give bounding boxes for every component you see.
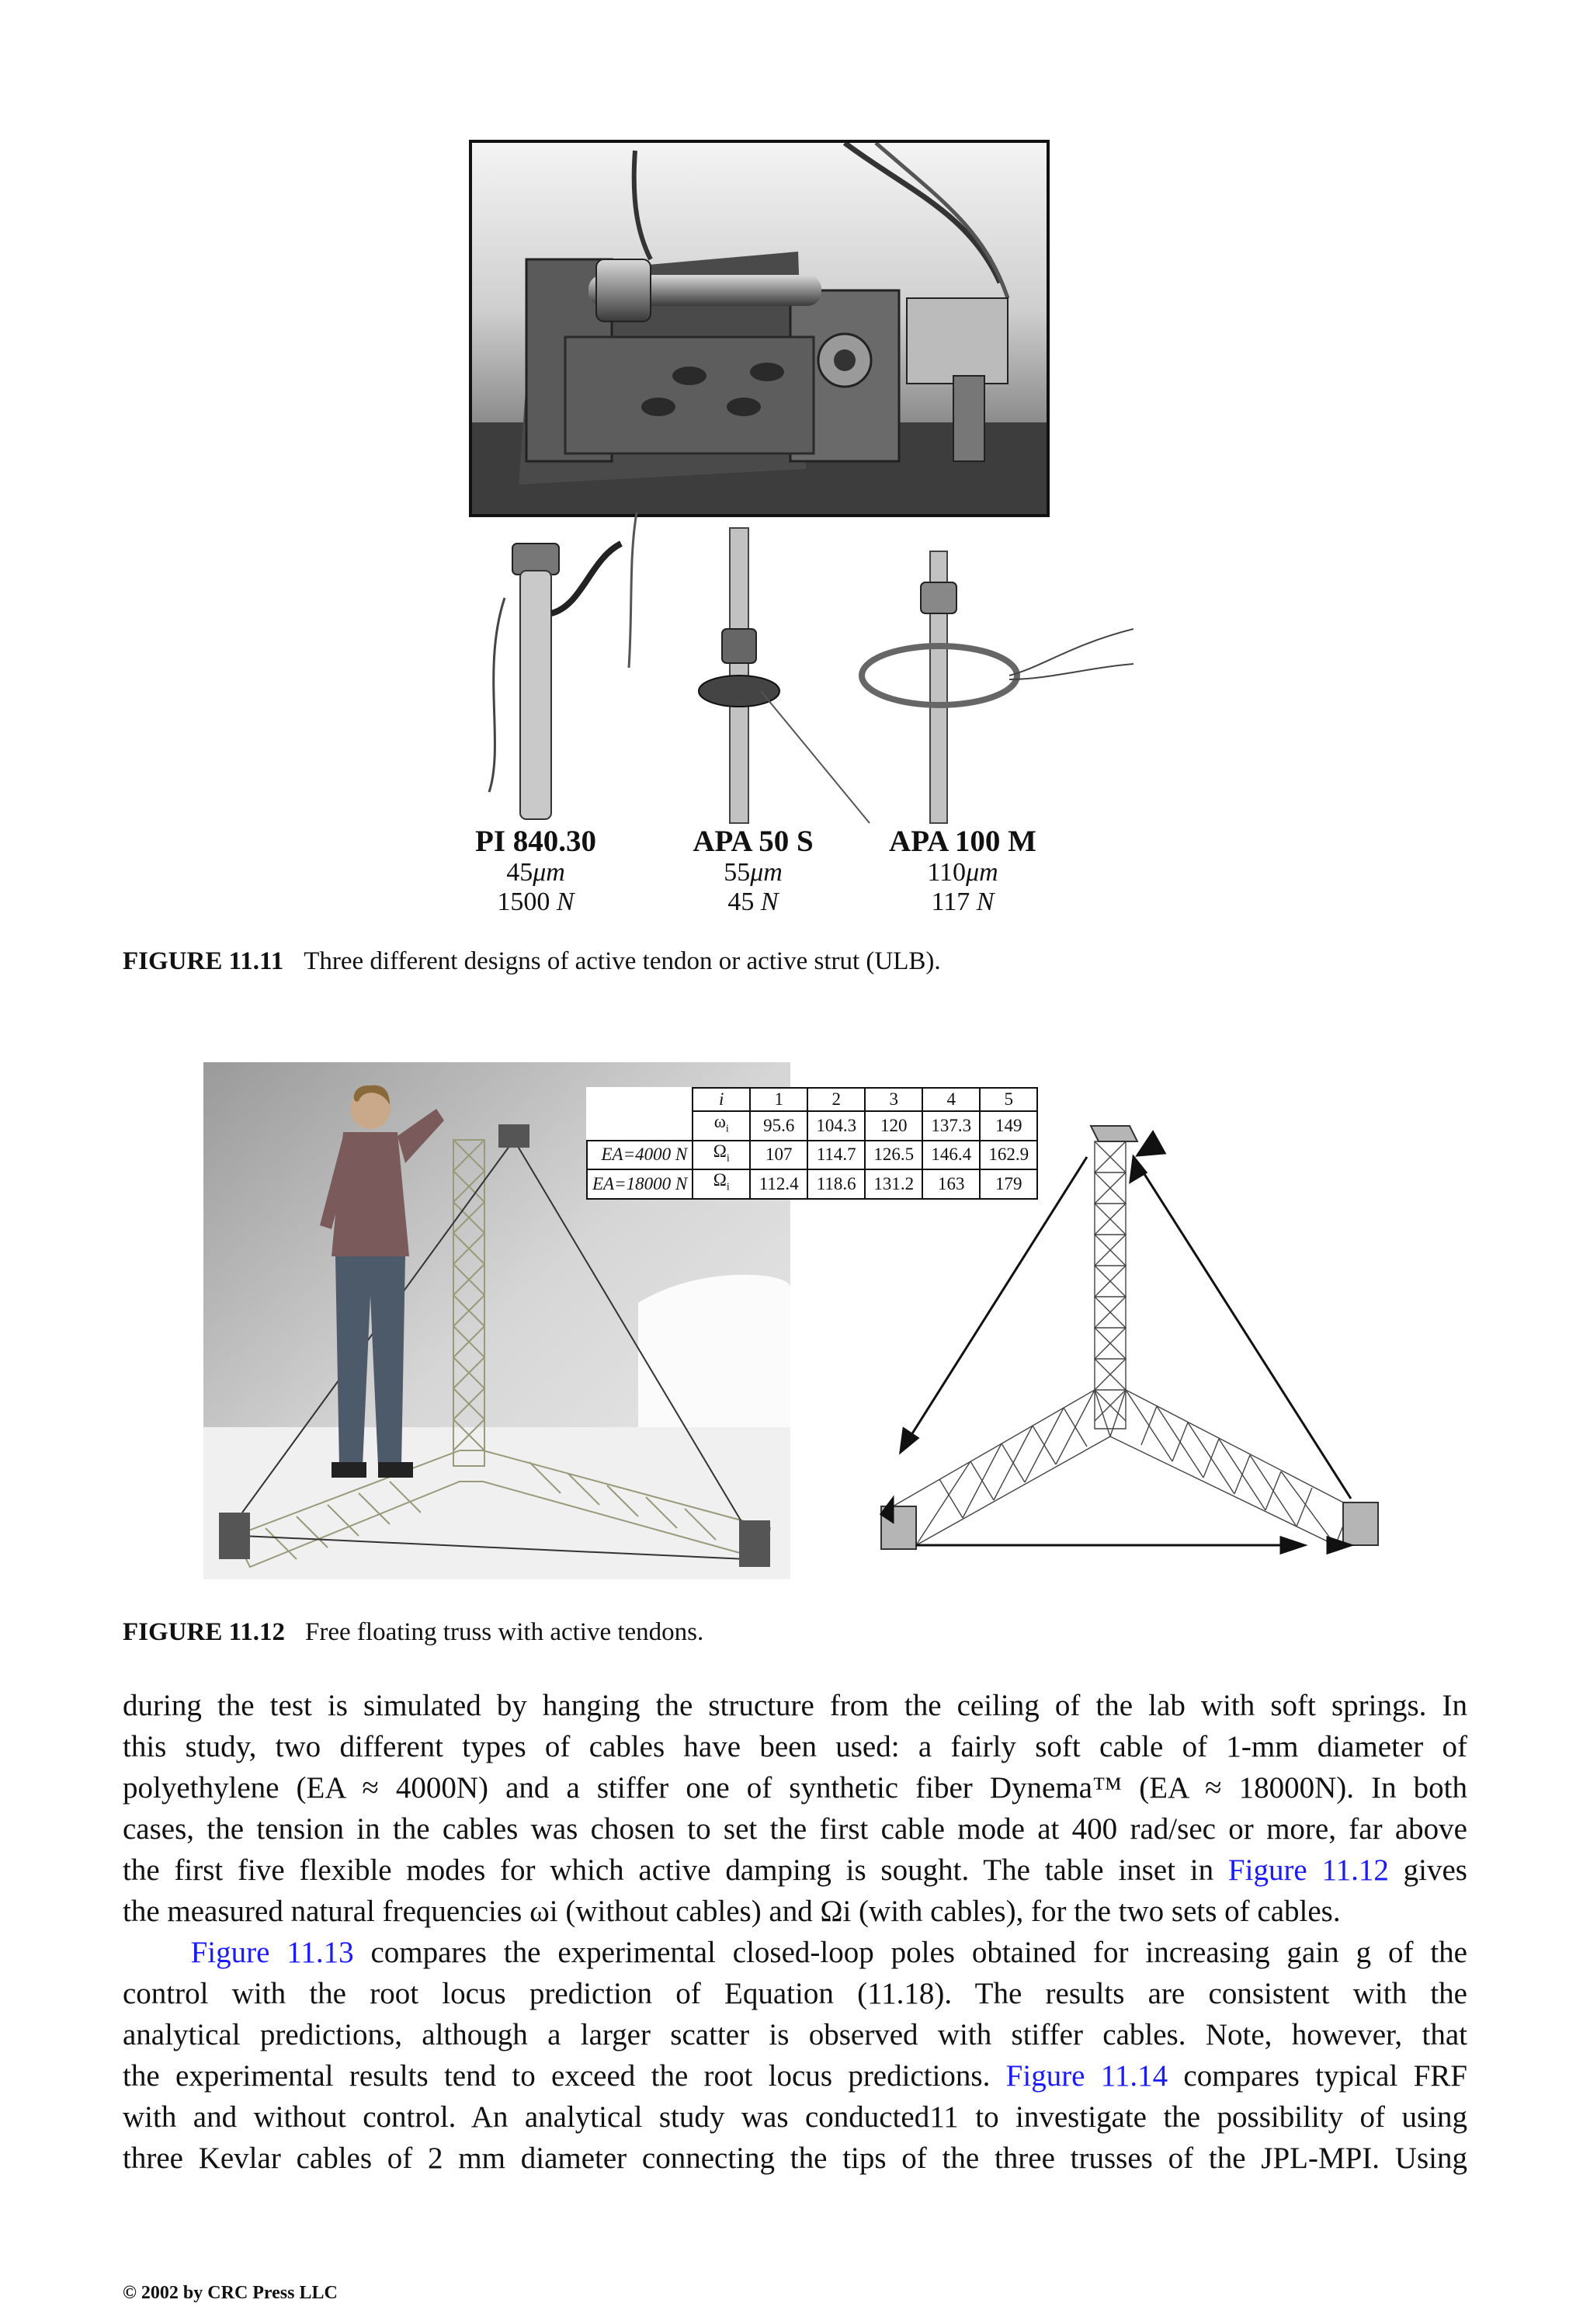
- table-cell: 162.9: [980, 1141, 1037, 1170]
- body-line: Figure 11.13 compares the experimental closed-loop poles obtained for increasing gain g of the: [190, 1936, 1467, 1969]
- table-cell: 107: [750, 1141, 807, 1170]
- table-header-cell: 5: [980, 1088, 1037, 1111]
- table-cell: 114.7: [807, 1141, 865, 1170]
- figure-11-13-link[interactable]: Figure 11.13: [190, 1936, 354, 1969]
- table-cell: 126.5: [865, 1141, 922, 1170]
- body-line: three Kevlar cables of 2 mm diameter connecting the tips of the three trusses of the JPL-MPI. Using: [123, 2142, 1467, 2175]
- table-header-cell: 3: [865, 1088, 922, 1111]
- body-text: [123, 1685, 1467, 2179]
- actuator-force: 45 N: [727, 888, 779, 916]
- table-row-label: [587, 1111, 693, 1141]
- body-line: cases, the tension in the cables was chosen to set the first cable mode at 400 rad/sec or more, far above: [123, 1812, 1467, 1846]
- actuator-label-apa-100-m: [846, 825, 1079, 917]
- body-line: this study, two different types of cables have been used: a fairly soft cable of 1-mm diameter of: [123, 1730, 1467, 1763]
- actuator-samples-photo: [435, 512, 1133, 846]
- table-header-i: i: [693, 1088, 750, 1111]
- caption-text: Three different designs of active tendon or active strut (ULB).: [304, 947, 941, 975]
- table-corner: [587, 1088, 693, 1111]
- body-line: polyethylene (EA ≈ 4000N) and a stiffer one of synthetic fiber Dynema™ (EA ≈ 18000N). In both: [123, 1771, 1467, 1805]
- table-row-label: EA=18000 N: [587, 1169, 693, 1199]
- table-cell: 163: [922, 1169, 980, 1199]
- actuator-test-rig-photo: [469, 140, 1050, 517]
- body-line: analytical predictions, although a larger scatter is observed with stiffer cables. Note, however, that: [123, 2018, 1467, 2051]
- table-header-row: [587, 1088, 1037, 1111]
- table-header-cell: 1: [750, 1088, 807, 1111]
- body-line: the measured natural frequencies ωi (without cables) and Ωi (with cables), for the two sets of cables.: [123, 1895, 1341, 1928]
- table-header-cell: 2: [807, 1088, 865, 1111]
- figure-11-14-link[interactable]: Figure 11.14: [1005, 2059, 1168, 2093]
- actuator-label-pi-840-30: [419, 825, 652, 917]
- table-row-label: EA=4000 N: [587, 1141, 693, 1170]
- caption-text: Free floating truss with active tendons.: [305, 1618, 704, 1646]
- actuator-stroke: 45μm: [506, 858, 565, 887]
- body-line: the first five flexible modes for which active damping is sought. The table inset in Figure 11.12 gives: [123, 1853, 1467, 1887]
- actuator-label-apa-50-s: [637, 825, 870, 917]
- body-line: during the test is simulated by hanging the structure from the ceiling of the lab with soft springs. In: [123, 1689, 1467, 1722]
- actuator-name: PI 840.30: [475, 825, 596, 858]
- table-symbol-cell: $\omega_i$: [693, 1111, 750, 1141]
- caption-label: FIGURE 11.12: [123, 1618, 286, 1646]
- copyright-footer: © 2002 by CRC Press LLC: [123, 2283, 338, 2303]
- actuator-force: 1500 N: [497, 888, 575, 916]
- table-cell: 179: [980, 1169, 1037, 1199]
- table-header-cell: 4: [922, 1088, 980, 1111]
- table-cell: 131.2: [865, 1169, 922, 1199]
- figure-11-12-caption: [123, 1617, 703, 1648]
- actuator-stroke: 55μm: [724, 858, 783, 887]
- actuator-stroke: 110μm: [927, 858, 998, 887]
- truss-diagram: [870, 1110, 1413, 1576]
- table-cell: 104.3: [807, 1111, 865, 1141]
- actuator-name: APA 50 S: [693, 825, 814, 858]
- table-cell: 137.3: [922, 1111, 980, 1141]
- table-cell: 149: [980, 1111, 1037, 1141]
- table-symbol-cell: $\Omega_i$: [693, 1141, 750, 1170]
- table-cell: 118.6: [807, 1169, 865, 1199]
- actuator-name: APA 100 M: [889, 825, 1036, 858]
- table-cell: 95.6: [750, 1111, 807, 1141]
- body-line: the experimental results tend to exceed the root locus predictions. Figure 11.14 compares typical FRF: [123, 2059, 1467, 2093]
- caption-label: FIGURE 11.11: [123, 947, 284, 975]
- figure-11-12-link[interactable]: Figure 11.12: [1227, 1853, 1389, 1887]
- table-symbol-cell: $\Omega_i$: [693, 1169, 750, 1199]
- actuator-force: 117 N: [931, 888, 995, 916]
- table-cell: 112.4: [750, 1169, 807, 1199]
- body-line: control with the root locus prediction of Equation (11.18). The results are consistent with the: [123, 1977, 1467, 2010]
- table-cell: 146.4: [922, 1141, 980, 1170]
- figure-11-11-caption: [123, 946, 941, 977]
- table-cell: 120: [865, 1111, 922, 1141]
- body-line: with and without control. An analytical study was conducted11 to investigate the possibility of using: [123, 2100, 1467, 2134]
